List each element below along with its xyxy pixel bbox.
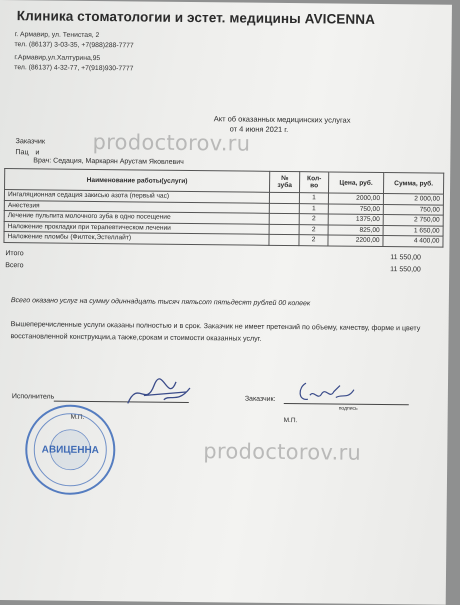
service-name: Лечение пульпита молочного зуба в одно посещение [4, 211, 269, 224]
service-qty: 2 [299, 214, 328, 225]
service-sum: 2 750,00 [383, 215, 443, 226]
service-price: 2200,00 [328, 235, 383, 246]
service-tooth [269, 224, 299, 235]
service-qty: 1 [300, 193, 329, 204]
service-price: 825,00 [328, 224, 383, 235]
watermark-top: prodoctorov.ru [92, 129, 251, 156]
customer-signature [296, 377, 356, 408]
service-qty: 2 [299, 235, 328, 246]
col-header-tooth: № зуба [269, 171, 300, 192]
executor-signature [124, 373, 194, 414]
service-sum: 2 000,00 [383, 194, 443, 205]
col-header-name: Наименование работы(услуги) [5, 169, 270, 193]
service-tooth [269, 203, 299, 214]
itogo-label: Итого [5, 250, 24, 258]
clinic-name: Клиника стоматологии и эстет. медицины AVICENNA [16, 8, 376, 27]
doctor-line: Врач: Седация, Маркарян Арустам Яковлевич [33, 157, 184, 166]
act-title: Акт об оказанных медицинских услугах [213, 114, 351, 125]
service-qty: 2 [299, 224, 328, 235]
podpis-caption: подпись [338, 405, 358, 412]
service-name: Наложение пломбы (Филтек,Эстеллайт) [4, 232, 269, 245]
customer-signature-label: Заказчик: [244, 395, 276, 403]
services-table [3, 168, 444, 247]
itogo-value: 11 550,00 [390, 254, 421, 262]
service-sum: 750,00 [383, 204, 443, 215]
service-sum: 4 400,00 [383, 236, 443, 247]
service-tooth [269, 234, 299, 245]
clinic-phone-2: тел. (86137) 4-32-77, +7(918)930-7777 [14, 64, 134, 73]
act-date: от 4 июня 2021 г. [229, 124, 289, 135]
clinic-phone-1: тел. (86137) 3-03-35, +7(988)288-7777 [14, 41, 134, 50]
service-tooth [269, 213, 299, 224]
col-header-sum: Сумма, руб. [384, 173, 444, 195]
clinic-stamp [23, 402, 119, 498]
stamp-text: АВИЦЕННА [41, 444, 99, 457]
service-qty: 1 [300, 203, 329, 214]
service-tooth [269, 192, 299, 203]
service-price: 1375,00 [328, 214, 383, 225]
col-header-qty: Кол-во [300, 172, 329, 193]
clinic-address-2: г.Армавир,ул.Халтурина,95 [14, 54, 101, 63]
col-header-price: Цена, руб. [328, 172, 383, 194]
customer-label: Заказчик [15, 136, 46, 146]
service-name: Наложение прокладки при терапевтическом лечении [4, 221, 269, 234]
acceptance-note: Вышеперечисленные услуги оказаны полностью и в срок. Заказчик не имеет претензий по объему, качеству, форме и цвету восстановленной конструкции,а также,срокам и стоимости оказанных услуг. [10, 320, 421, 343]
vsego-label: Всего [5, 262, 24, 270]
clinic-address-1: г. Армавир, ул. Тенистая, 2 [14, 31, 100, 40]
vsego-value: 11 550,00 [390, 266, 421, 274]
patient-value: и [35, 147, 40, 157]
service-name: Ингаляционная седация закисью азота (первый час) [4, 190, 269, 203]
mp-customer: М.П. [283, 416, 298, 425]
patient-label: Пац [15, 147, 29, 157]
mp-executor: М.П. [70, 413, 85, 421]
amount-in-words: Всего оказано услуг на сумму одиннадцать тысяч пятьсот пятьдесят рублей 00 копеек [10, 297, 311, 308]
service-price: 750,00 [328, 203, 383, 214]
watermark-bottom: prodoctorov.ru [203, 439, 362, 465]
service-sum: 1 650,00 [383, 225, 443, 236]
executor-label: Исполнитель [11, 393, 55, 401]
service-price: 2000,00 [328, 193, 383, 204]
service-name: Анестезия [4, 200, 269, 213]
